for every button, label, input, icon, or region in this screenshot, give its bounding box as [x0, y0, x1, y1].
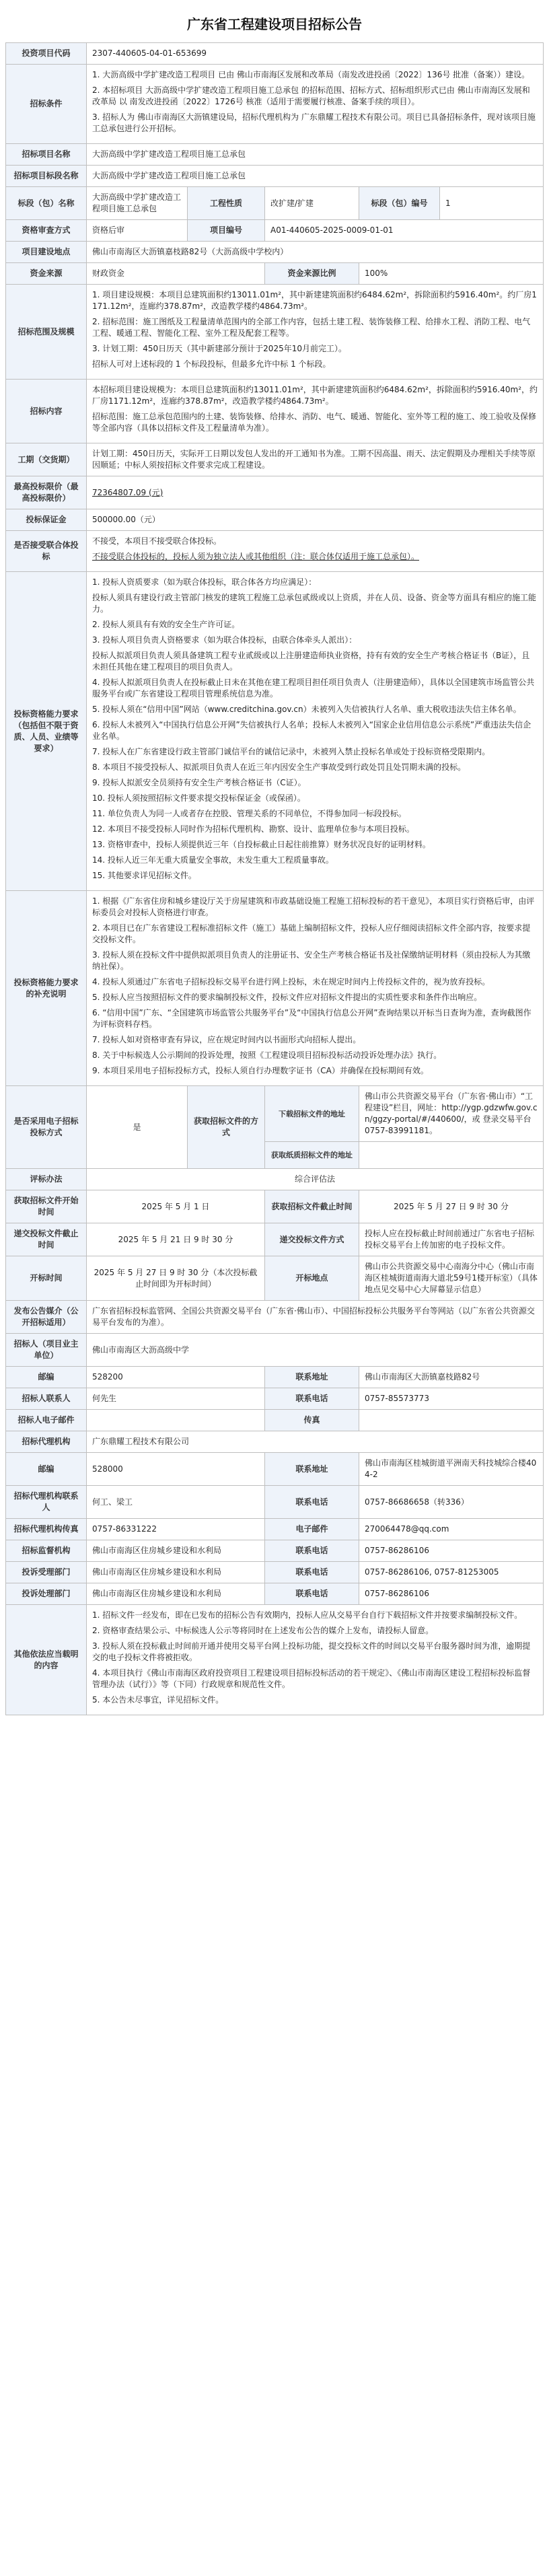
row-conditions: 招标条件 1. 大沥高级中学扩建改造工程项目 已由 佛山市南海区发展和改革局（南发改进投函〔2022〕136号 批准（备案））建设。 2. 本招标项目 大沥高级中学扩建改造工程项目施工总承包 的招标范围、招标方式、招标组织形式已由 佛山市南海区发展和改革局 以 南发改进投函〔2022〕1726号 核准（适用于需要履行核准、备案手续的项目）。 3. 招标人为 佛山市南海区大沥镇建设局，招标代理机构为 广东鼎耀工程技术有限公司。项目已具备招标条件，现对该项目施工总承包进行公开招标。 — [6, 65, 544, 144]
qualification-item: 11. 单位负责人为同一人或者存在控股、管理关系的不同单位，不得参加同一标段投标。 — [92, 809, 406, 818]
row-other: 其他依法应当载明的内容 1. 招标文件一经发布，即在已发布的招标公告有效期内，投标人应从交易平台自行下载招标文件并按要求编制投标文件。 2. 资格审查结果公示、中标候选人公示等将同时在上述发布公告的媒介上发布，请投标人留意。 3. 投标人须在投标截止时间前开通并使用交易平台网上投标功能，提交投标文件的时间以交易平台服务器时间为准，逾期提交的电子投标文件将被拒收。 4. 本项目执行《佛山市南海区政府投资项目工程建设项目招标投标活动的若干规定》、《佛山市南海区建设工程招标投标监督管理办法（试行）》等（下同）行政规章和规范性文件。 5. 本公告未尽事宜，详见招标文件。 — [6, 1605, 544, 1715]
other-item: 5. 本公告未尽事宜，详见招标文件。 — [92, 1695, 224, 1705]
row-quals: 投标资格能力要求（包括但不限于资质、人员、业绩等要求） 1. 投标人资质要求（如为联合体投标，联合体各方均应满足）： 投标人须具有建设行政主管部门核发的建筑工程施工总承包贰级或以上资质，并在人员、设备、资金等方面具有相应的施工能力。 2. 投标人须具有有效的安全生产许可证。 3. 投标人项目负责人资格要求（如为联合体投标，由联合体牵头人派出）： 投标人拟派项目负责人须具备建筑工程专业贰级或以上注册建造师执业资格，持有有效的安全生产考核合格证书（B证），且未担任其他在建工程项目的项目负责人。 4. 投标人拟派项目负责人在投标截止日未在其他在建工程项目担任项目负责人（注册建造师），具体以全国建筑市场监管公共服务平台或广东省建设工程项目管理系统信息为准。 5. 投标人须在“信用中国”网站（www.creditchina.gov.cn）未被列入失信被执行人名单、重大税收违法失信主体名单。 6. 投标人未被列入“中国执行信息公开网”失信被执行人名单；投标人未被列入“国家企业信用信息公示系统”严重违法失信企业名单。 7. 投标人在广东省建设行政主管部门诚信平台的诚信记录中，未被列入禁止投标名单或处于投标资格受限期内。 8. 本项目不接受投标人、拟派项目负责人在近三年内因安全生产事故受到行政处罚且处罚期未满的投标。 9. 投标人拟派安全员须持有安全生产考核合格证书（C证）。 10. 投标人须按照招标文件要求提交投标保证金（或保函）。 11. 单位负责人为同一人或者存在控股、管理关系的不同单位，不得参加同一标段投标。 12. 本项目不接受投标人同时作为招标代理机构、勘察、设计、监理单位参与本项目投标。 13. 资格审查中，投标人须提供近三年（自投标截止日起往前推算）财务状况良好的证明材料。 14. 投标人近三年无重大质量安全事故，未发生重大工程质量事故。 15. 其他要求详见招标文件。 — [6, 572, 544, 891]
row-eval: 评标办法 综合评估法 — [6, 1169, 544, 1190]
row-max-price: 最高投标限价（最高投标限价） 72364807.09 (元) — [6, 476, 544, 509]
qualification-item: 3. 投标人项目负责人资格要求（如为联合体投标，由联合体牵头人派出）： — [92, 635, 357, 645]
download-address-link[interactable]: 佛山市公共资源交易平台（广东省·佛山市）“工程建设”栏目，网址：http://ygp.gdzwfw.gov.cn/ggzy-portal/#/440600/，或 登录交易平台 0757-83991181。 — [365, 1092, 538, 1135]
qualification-item: 投标人须具有建设行政主管部门核发的建筑工程施工总承包贰级或以上资质，并在人员、设备、资金等方面具有相应的施工能力。 — [92, 593, 537, 614]
row-funding: 资金来源 财政资金 资金来源比例 100% — [6, 263, 544, 285]
qualification-item: 6. 投标人未被列入“中国执行信息公开网”失信被执行人名单；投标人未被列入“国家企业信用信息公示系统”严重违法失信企业名单。 — [92, 720, 532, 741]
other-item: 1. 招标文件一经发布，即在已发布的招标公告有效期内，投标人应从交易平台自行下载招标文件并按要求编制投标文件。 — [92, 1610, 523, 1620]
row-deposit: 投标保证金 500000.00（元） — [6, 509, 544, 531]
qualification-item: 14. 投标人近三年无重大质量安全事故，未发生重大工程质量事故。 — [92, 855, 334, 865]
qualification-item: 12. 本项目不接受投标人同时作为招标代理机构、勘察、设计、监理单位参与本项目投标。 — [92, 824, 414, 834]
qualification-item: 15. 其他要求详见招标文件。 — [92, 871, 196, 880]
other-item: 3. 投标人须在投标截止时间前开通并使用交易平台网上投标功能，提交投标文件的时间以交易平台服务器时间为准，逾期提交的电子投标文件将被拒收。 — [92, 1641, 531, 1662]
row-agency-addr: 邮编 528000 联系地址 佛山市南海区桂城街道平洲南天科技城综合楼404-2 — [6, 1453, 544, 1486]
row-media: 发布公告媒介（公开招标适用） 广东省招标投标监管网、全国公共资源交易平台（广东省·佛山市）、中国招标投标公共服务平台等网站（以广东省公共资源交易平台发布的为准）。 — [6, 1301, 544, 1334]
row-joint: 是否接受联合体投标 不接受，本项目不接受联合体投标。 不接受联合体投标的，投标人须为独立法人或其他组织（注：联合体仅适用于施工总承包）。 — [6, 531, 544, 572]
qualification-note-item: 5. 投标人应当按照招标文件的要求编制投标文件，投标文件应对招标文件提出的实质性要求和条件作出响应。 — [92, 993, 482, 1002]
max-price-value: 72364807.09 (元) — [92, 487, 163, 497]
quals-list — [87, 572, 544, 891]
row-open: 开标时间 2025 年 5 月 27 日 9 时 30 分（本次投标截止时间即为开标时间） 开标地点 佛山市公共资源交易中心南海分中心（佛山市南海区桂城街道南海大道北59号1楼开标室）（具体地点见交易中心大屏幕显示信息） — [6, 1256, 544, 1301]
other-item: 2. 资格审查结果公示、中标候选人公示等将同时在上述发布公告的媒介上发布，请投标人留意。 — [92, 1626, 434, 1635]
row-agency: 招标代理机构 广东鼎耀工程技术有限公司 — [6, 1431, 544, 1453]
qualification-item: 9. 投标人拟派安全员须持有安全生产考核合格证书（C证）。 — [92, 778, 306, 787]
row-agency-fax: 招标代理机构传真 0757-86331222 电子邮件 270064478@qq.com — [6, 1519, 544, 1540]
row-project-code: 投资项目代码 2307-440605-04-01-653699 — [6, 43, 544, 65]
row-review: 资格审查方式 资格后审 项目编号 A01-440605-2025-0009-01-01 — [6, 220, 544, 242]
other-list — [87, 1605, 544, 1715]
row-tenderer-addr: 邮编 528200 联系地址 佛山市南海区大沥镇嘉枝路82号 — [6, 1367, 544, 1388]
qualification-item: 投标人拟派项目负责人须具备建筑工程专业贰级或以上注册建造师执业资格，持有有效的安全生产考核合格证书（B证），且未担任其他在建工程项目的项目负责人。 — [92, 651, 530, 672]
row-tenderer: 招标人（项目业主单位） 佛山市南海区大沥高级中学 — [6, 1334, 544, 1367]
row-supervise: 招标监督机构 佛山市南海区住房城乡建设和水利局 联系电话 0757-86286106 — [6, 1540, 544, 1562]
notice-page — [5, 0, 544, 1715]
qualification-item: 7. 投标人在广东省建设行政主管部门诚信平台的诚信记录中，未被列入禁止投标名单或处于投标资格受限期内。 — [92, 747, 490, 756]
row-location: 项目建设地点 佛山市南海区大沥镇嘉枝路82号（大沥高级中学校内） — [6, 242, 544, 263]
row-duration: 工期（交货期） 计划工期：450日历天，实际开工日期以发包人发出的开工通知书为准。工期不因高温、雨天、法定假期及办理相关手续等原因顺延；中标人须按招标文件要求完成工程建设。 — [6, 443, 544, 476]
row-agency-contact: 招标代理机构联系人 何工、梁工 联系电话 0757-86686658（转336） — [6, 1486, 544, 1519]
qualification-item: 4. 投标人拟派项目负责人在投标截止日未在其他在建工程项目担任项目负责人（注册建造师），具体以全国建筑市场监管公共服务平台或广东省建设工程项目管理系统信息为准。 — [92, 678, 535, 699]
qualification-note-item: 4. 投标人须通过广东省电子招标投标交易平台进行网上投标，未在规定时间内上传投标文件的，视为放弃投标。 — [92, 977, 490, 987]
row-qual-other: 投标资格能力要求的补充说明 1. 根据《广东省住房和城乡建设厅关于房屋建筑和市政基础设施工程施工招标投标的若干意见》，本项目实行资格后审，由评标委员会对投标人资格进行审查。 2. 本项目已在广东省建设工程标准招标文件（施工）基础上编制招标文件，投标人应仔细阅读招标文件全部内容，按要求提交投标文件。 3. 投标人须在投标文件中提供拟派项目负责人的注册证书、安全生产考核合格证书及社保缴纳证明材料（须由投标人为其缴纳社保）。 4. 投标人须通过广东省电子招标投标交易平台进行网上投标，未在规定时间内上传投标文件的，视为放弃投标。 5. 投标人应当按照招标文件的要求编制投标文件，投标文件应对招标文件提出的实质性要求和条件作出响应。 6. “信用中国”广东、“全国建筑市场监管公共服务平台”及“中国执行信息公开网”查询结果以开标当日查询为准，查询截图作为评标资料存档。 7. 投标人如对资格审查有异议，应在规定时间内以书面形式向招标人提出。 8. 关于中标候选人公示期间的投诉处理，按照《工程建设项目招标投标活动投诉处理办法》执行。 9. 本项目采用电子招标投标方式，投标人须自行办理数字证书（CA）并确保在投标期间有效。 — [6, 891, 544, 1086]
qualification-item: 1. 投标人资质要求（如为联合体投标，联合体各方均应满足）： — [92, 577, 317, 587]
row-scope: 招标范围及规模 1. 项目建设规模：本项目总建筑面积约13011.01m²，其中新建建筑面积约6484.62m²，拆除面积约5916.40m²。约厂房1171.12m²，连廊约378.87m²，改造教学楼约4864.73m²。 2. 招标范围：施工图纸及工程量清单范围内的全部工作内容，包括土建工程、装饰装修工程、给排水工程、消防工程、电气工程、暖通工程、智能化工程、室外工程及配套工程等。 3. 计划工期：450日历天（其中新建部分预计于2025年10月前完工）。 招标人可对上述标段的 1 个标段投标，但最多允许中标 1 个标段。 — [6, 285, 544, 380]
qualification-note-item: 1. 根据《广东省住房和城乡建设厅关于房屋建筑和市政基础设施工程施工招标投标的若干意见》，本项目实行资格后审，由评标委员会对投标人资格进行审查。 — [92, 896, 535, 917]
row-project-name: 招标项目名称 大沥高级中学扩建改造工程项目施工总承包 — [6, 144, 544, 166]
row-tenderer-fax: 招标人电子邮件 传真 — [6, 1410, 544, 1431]
row-bid-deadline: 递交投标文件截止时间 2025 年 5 月 21 日 9 时 30 分 递交投标文件方式 投标人应在投标截止时间前通过广东省电子招标投标交易平台上传加密的电子投标文件。 — [6, 1223, 544, 1256]
qualification-item: 10. 投标人须按照招标文件要求提交投标保证金（或保函）。 — [92, 793, 305, 803]
qualification-item: 2. 投标人须具有有效的安全生产许可证。 — [92, 620, 240, 629]
row-elec-1: 是否采用电子招标投标方式 是 获取招标文件的方式 下载招标文件的地址 佛山市公共资源交易平台（广东省·佛山市）“工程建设”栏目，网址：http://ygp.gdzwfw.gov.cn/ggzy-portal/#/440600/，或 登录交易平台 0757-83991181。 — [6, 1086, 544, 1142]
row-appeal: 投诉处理部门 佛山市南海区住房城乡建设和水利局 联系电话 0757-86286106 — [6, 1583, 544, 1605]
agency-email-link[interactable]: 270064478@qq.com — [365, 1524, 449, 1534]
notice-table — [5, 42, 544, 1715]
row-tenderer-contact: 招标人联系人 何先生 联系电话 0757-85573773 — [6, 1388, 544, 1410]
qualification-note-item: 3. 投标人须在投标文件中提供拟派项目负责人的注册证书、安全生产考核合格证书及社保缴纳证明材料（须由投标人为其缴纳社保）。 — [92, 950, 531, 971]
qualification-note-item: 9. 本项目采用电子招标投标方式，投标人须自行办理数字证书（CA）并确保在投标期间有效。 — [92, 1066, 429, 1075]
row-elec-2: 获取纸质招标文件的地址 — [6, 1142, 544, 1169]
row-content: 招标内容 本招标项目建设规模为：本项目总建筑面积约13011.01m²，其中新建建筑面积约6484.62m²，拆除面积约5916.40m²，约厂房1171.12m²，连廊约378.87m²，改造教学楼约4864.73m²。 招标范围：施工总承包范围内的土建、装饰装修、给排水、消防、电气、暖通、智能化、室外等工程的施工、竣工验收及保修等全部内容（具体以招标文件及工程量清单为准）。 — [6, 380, 544, 443]
row-section: 标段（包）名称 大沥高级中学扩建改造工程项目施工总承包 工程性质 改扩建/扩建 标段（包）编号 1 — [6, 187, 544, 220]
qualification-note-item: 6. “信用中国”广东、“全国建筑市场监管公共服务平台”及“中国执行信息公开网”查询结果以开标当日查询为准，查询截图作为评标资料存档。 — [92, 1008, 532, 1029]
row-section-name: 招标项目标段名称 大沥高级中学扩建改造工程项目施工总承包 — [6, 166, 544, 187]
qual-other-list — [87, 891, 544, 1086]
qualification-note-item: 8. 关于中标候选人公示期间的投诉处理，按照《工程建设项目招标投标活动投诉处理办法》执行。 — [92, 1050, 442, 1060]
row-complaint: 投诉受理部门 佛山市南海区住房城乡建设和水利局 联系电话 0757-86286106, 0757-81253005 — [6, 1562, 544, 1583]
row-start: 获取招标文件开始时间 2025 年 5 月 1 日 获取招标文件截止时间 2025 年 5 月 27 日 9 时 30 分 — [6, 1190, 544, 1223]
qualification-item: 13. 资格审查中，投标人须提供近三年（自投标截止日起往前推算）财务状况良好的证明材料。 — [92, 840, 431, 849]
other-item: 4. 本项目执行《佛山市南海区政府投资项目工程建设项目招标投标活动的若干规定》、《佛山市南海区建设工程招标投标监督管理办法（试行）》等（下同）行政规章和规范性文件。 — [92, 1668, 531, 1689]
qualification-note-item: 7. 投标人如对资格审查有异议，应在规定时间内以书面形式向招标人提出。 — [92, 1035, 361, 1044]
qualification-item: 5. 投标人须在“信用中国”网站（www.creditchina.gov.cn）未被列入失信被执行人名单、重大税收违法失信主体名单。 — [92, 705, 521, 714]
qualification-item: 8. 本项目不接受投标人、拟派项目负责人在近三年内因安全生产事故受到行政处罚且处罚期未满的投标。 — [92, 762, 466, 772]
page-title: 广东省工程建设项目招标公告 — [187, 16, 362, 32]
qualification-note-item: 2. 本项目已在广东省建设工程标准招标文件（施工）基础上编制招标文件，投标人应仔细阅读招标文件全部内容，按要求提交投标文件。 — [92, 923, 531, 944]
